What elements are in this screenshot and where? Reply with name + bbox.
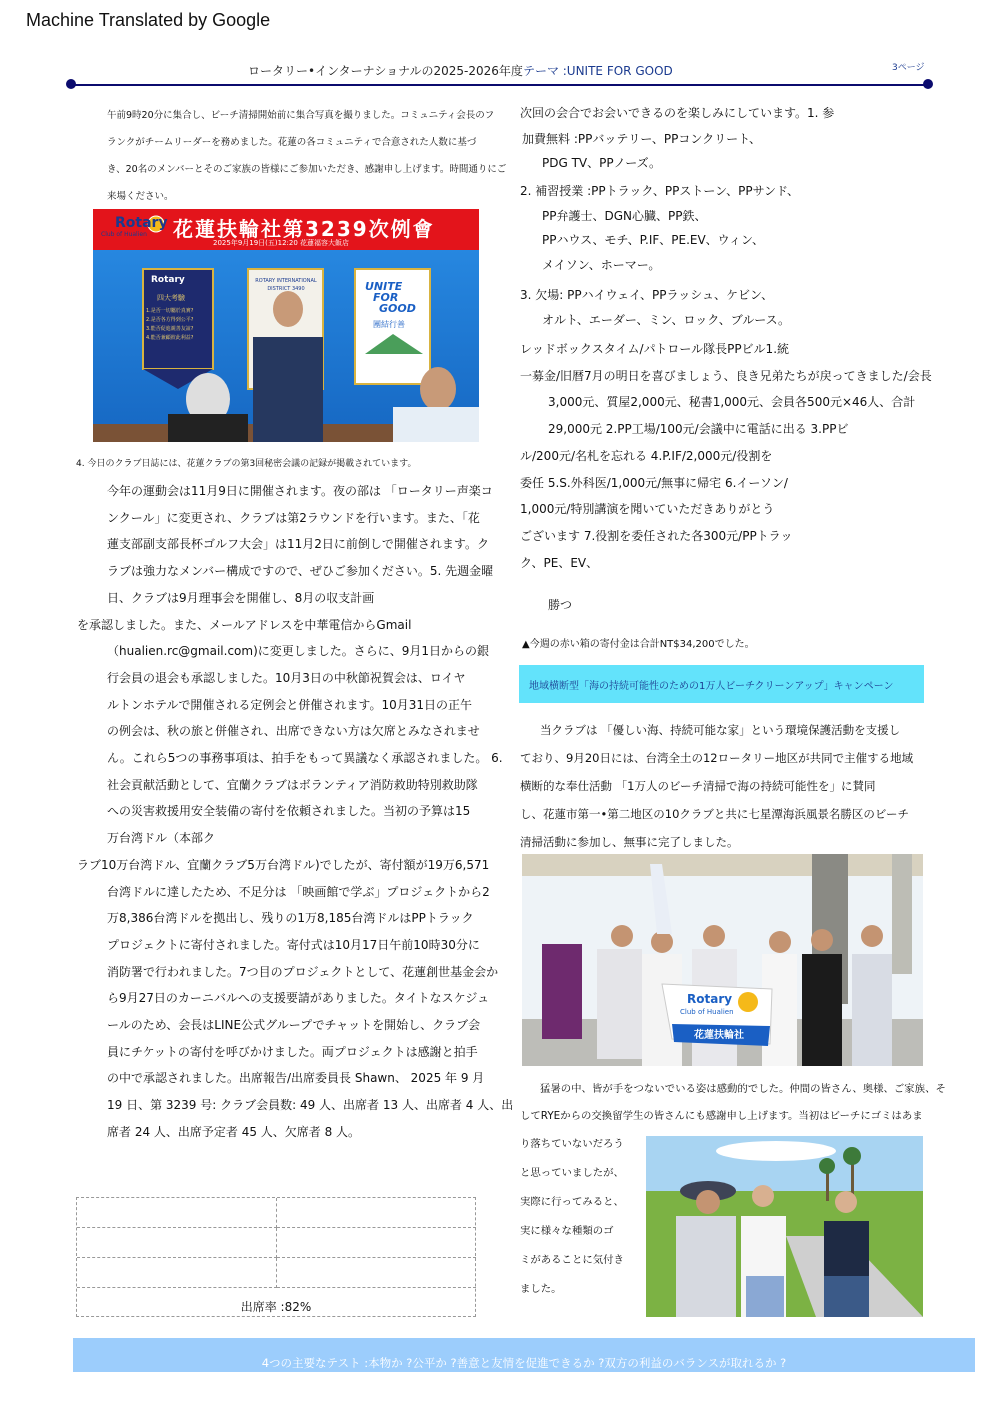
flag-right-line: FOR (373, 291, 399, 304)
flag-mid-text (251, 277, 321, 293)
closing-side-text (520, 1130, 624, 1304)
intro-paragraph (107, 102, 506, 210)
machine-translation-label: Machine Translated by Google (26, 10, 271, 30)
text-line: してRYEからの交換留学生の皆さんにも感謝申し上げます。当初はビーチにゴミはあま (520, 1110, 923, 1122)
four-way-test-text: 4つの主要なテスト :本物か ?公平か ?善意と友情を促進できるか ?双方の利益のバランスが取れるか ? (261, 1356, 787, 1370)
text-line: 清掃活動に参加し、無事に完了しました。 (520, 835, 739, 849)
text-line: 加費無料 :PPバッテリー、PPコンクリート、 (522, 131, 762, 146)
text-line: 委任 5.S.外科医/1,000元/無事に帰宅 6.イーソン/ (520, 475, 788, 490)
text-line: ミがあることに気付き (520, 1254, 624, 1266)
right-list (520, 100, 834, 331)
beach-group-photo (522, 854, 923, 1066)
text-line: PP弁護士、DGN心臓、PP鉄、 (542, 209, 707, 224)
four-way-test-bar (73, 1338, 975, 1372)
text-line: の例会は、秋の旅と併催され、出席できない方は欠席とみなされませ (107, 724, 480, 739)
text-line: ールのため、会長はLINE公式グループでチャットを開始し、クラブ会 (107, 1018, 481, 1033)
text-line: 蓮支部副支部長杯ゴルフ大会」は11月2日に前倒しで開催されます。ク (107, 537, 489, 552)
text-line: PPハウス、モチ、P.IF、PE.EV、ウィン、 (542, 233, 765, 248)
text-line: 19 日、第 3239 号: クラブ会員数: 49 人、出席者 13 人、出席者 4 人、出 (107, 1098, 514, 1113)
beach-students-photo-graphic (646, 1136, 923, 1317)
header-title (248, 62, 673, 79)
flag-left-item: 3.能否促進親善友誼? (146, 326, 194, 332)
text-line: 2. 補習授業 :PPトラック、PPストーン、PPサンド、 (520, 183, 799, 198)
group-flag-logo: Rotary (687, 992, 733, 1006)
text-line: 消防署で行われました。7つ目のプロジェクトとして、花蓮創世基金会か (107, 964, 499, 979)
flag-left-title: 四大考驗 (157, 294, 185, 302)
win-text: 勝つ (548, 598, 573, 612)
campaign-banner (519, 665, 924, 703)
table-cell (277, 1258, 476, 1288)
attendance-rate: 出席率 :82% (240, 1300, 312, 1314)
text-line: き、20名のメンバーとそのご家族の皆様にご参加いただき、感謝申し上げます。時間通りにご (107, 164, 507, 175)
text-line: ており、9月20日には、台湾全土の12ロータリー地区が共同で主催する地域 (520, 751, 914, 765)
text-line: （hualien.rc@gmail.com)に変更しました。さらに、9月1日からの銀 (107, 644, 490, 659)
header-title-main: ロータリー•インターナショナルの2025-2026年度 (248, 64, 523, 78)
text-line: 次回の会合でお会いできるのを楽しみにしています。1. 参 (520, 106, 835, 120)
photo-banner-logo: Rotary (115, 215, 168, 231)
flag-right-sub: 團結行善 (373, 320, 405, 329)
text-line: 3,000元、質屋2,000元、秘書1,000元、会員各500元×46人、合計 (548, 395, 916, 410)
text-line: の中で承認されました。出席報告/出席委員長 Shawn、 2025 年 9 月 (107, 1071, 485, 1086)
table-cell (77, 1258, 277, 1288)
header-divider (70, 84, 932, 86)
text-line: し、花蓮市第一•第二地区の10クラブと共に七星潭海浜風景名勝区のビーチ (520, 807, 909, 821)
table-cell (77, 1228, 277, 1258)
text-line: 員にチケットの寄付を呼びかけました。両プロジェクトは感謝と拍手 (107, 1044, 478, 1059)
photo-banner-sub: Club of Hualien (101, 231, 147, 238)
item-4-text: 4. 今日のクラブ日誌には、花蓮クラブの第3回秘密会議の記録が掲載されています。 (76, 459, 417, 469)
text-line: ランクがチームリーダーを務めました。花蓮の各コミュニティで合意された人数に基づ (107, 137, 477, 148)
red-box-total: ▲今週の赤い箱の寄付金は合計NT$34,200でした。 (522, 639, 755, 650)
text-line: ラブは強力なメンバー構成ですので、ぜひご参加ください。5. 先週金曜 (107, 564, 494, 579)
text-line: PDG TV、PPノーズ。 (542, 155, 662, 170)
text-line: 席者 24 人、出席予定者 45 人、欠席者 8 人。 (107, 1124, 361, 1139)
text-line: メイソン、ホーマー。 (542, 258, 661, 273)
table-cell (277, 1198, 476, 1228)
text-line: ん。これら5つの事務事項は、拍手をもって異議なく承認されました。 6. (107, 751, 503, 766)
divider-left-dot-icon (66, 79, 76, 89)
header-theme: テーマ :UNITE FOR GOOD (522, 64, 673, 78)
text-line: 今年の運動会は11月9日に開催されます。夜の部は 「ロータリー声楽コ (107, 484, 493, 498)
attendance-table (76, 1197, 476, 1317)
text-line: 当クラブは 「優しい海、持続可能な家」という環境保護活動を支援し (540, 723, 901, 737)
flag-mid-line: DISTRICT 3490 (267, 286, 305, 292)
text-line: 実際に行ってみると、 (520, 1196, 624, 1208)
photo-banner-date: 2025年9月19日(五)12:20 花蓮福容大飯店 (213, 239, 350, 247)
flag-right-text (365, 281, 416, 314)
text-line: 万8,386台湾ドルを拠出し、残りの1万8,185台湾ドルはPPトラック (107, 911, 474, 926)
text-line: ラブ10万台湾ドル、宜蘭クラブ5万台湾ドル)でしたが、寄付額が19万6,571 (77, 857, 490, 872)
group-flag-sub: Club of Hualien (680, 1008, 734, 1016)
text-line: プロジェクトに寄付されました。寄付式は10月17日午前10時30分に (107, 937, 480, 952)
text-line: ンクール」に変更され、クラブは第2ラウンドを行います。また、「花 (107, 510, 480, 525)
red-box-list (520, 336, 932, 576)
table-cell (277, 1228, 476, 1258)
text-line: 来場ください。 (107, 191, 174, 202)
text-line: と思っていましたが、 (520, 1167, 624, 1179)
text-line: ル/200元/名札を忘れる 4.P.IF/2,000元/役割を (520, 448, 773, 463)
text-line: 社会貢献活動として、宜蘭クラブはボランティア消防救助特別救助隊 (107, 777, 478, 792)
left-body (77, 478, 514, 1146)
closing-paragraph (520, 1076, 946, 1130)
flag-right-line: GOOD (379, 302, 416, 315)
table-cell (77, 1198, 277, 1228)
text-line: を承認しました。また、メールアドレスを中華電信からGmail (77, 617, 412, 632)
flag-left-items (146, 307, 193, 343)
text-line: 29,000元 2.PP工場/100元/会議中に電話に出る 3.PPビ (548, 422, 849, 437)
text-line: 一募金/旧暦7月の明日を喜びましょう、良き兄弟たちが戻ってきました/会長 (520, 368, 932, 383)
text-line: ました。 (520, 1283, 562, 1295)
text-line: ク、PE、EV、 (520, 555, 599, 570)
flag-left-item: 2.是否各方得到公平? (146, 317, 194, 323)
flag-left-logo: Rotary (151, 275, 185, 285)
text-line: 3. 欠場: PPハイウェイ、PPラッシュ、ケビン、 (520, 288, 774, 303)
photo-banner-title: 花蓮扶輪社第3239次例會 (173, 217, 435, 241)
meeting-photo (93, 209, 479, 442)
text-line: 1,000元/特別講演を聞いていただきありがとう (520, 502, 775, 517)
text-line: 横断的な奉仕活動 「1万人のビーチ清掃で海の持続可能性を」に賛同 (520, 779, 876, 793)
text-line: オルト、エーダー、ミン、ロック、ブルース。 (542, 312, 791, 327)
page-number: 3ページ (892, 63, 925, 73)
divider-right-dot-icon (923, 79, 933, 89)
campaign-paragraph (520, 716, 913, 856)
text-line: 台湾ドルに達したため、不足分は 「映画館で学ぶ」プロジェクトから2 (107, 884, 490, 899)
text-line: り落ちていないだろう (520, 1138, 624, 1150)
text-line: 午前9時20分に集合し、ビーチ清掃開始前に集合写真を撮りました。コミュニティ会長のフ (107, 110, 495, 121)
text-line: レッドボックスタイム/パトロール隊長PPビル1.統 (520, 342, 790, 356)
text-line: ルトンホテルで開催される定例会と併催されます。10月31日の正午 (107, 697, 472, 712)
text-line: ございます 7.役割を委任された各300元/PPトラッ (520, 528, 793, 543)
group-flag-title: 花蓮扶輪社 (694, 1030, 744, 1041)
text-line: 行会員の退会も承認しました。10月3日の中秋節祝賀会は、ロイヤ (107, 670, 466, 685)
beach-students-photo (646, 1136, 923, 1317)
text-line: ら9月27日のカーニバルへの支援要請がありました。タイトなスケジュ (107, 991, 490, 1006)
text-line: への災害救援用安全装備の寄付を依頼されました。当初の予算は15 (107, 804, 471, 819)
text-line: 日、クラブは9月理事会を開催し、8月の収支計画 (107, 590, 375, 605)
flag-left-item: 4.能否兼顧彼此利益? (146, 335, 194, 341)
text-line: 実に様々な種類のゴ (520, 1225, 614, 1237)
flag-mid-line: ROTARY INTERNATIONAL (255, 278, 317, 284)
text-line: 猛暑の中、皆が手をつないでいる姿は感動的でした。仲間の皆さん、奥様、ご家族、そ (540, 1083, 946, 1095)
flag-right-line: UNITE (365, 280, 403, 293)
campaign-banner-text: 地域横断型「海の持続可能性のための1万人ビーチクリーンアップ」キャンペーン (529, 681, 894, 692)
flag-left-item: 1.是否一切屬於真實? (146, 308, 194, 314)
text-line: 万台湾ドル（本部ク (107, 831, 216, 846)
